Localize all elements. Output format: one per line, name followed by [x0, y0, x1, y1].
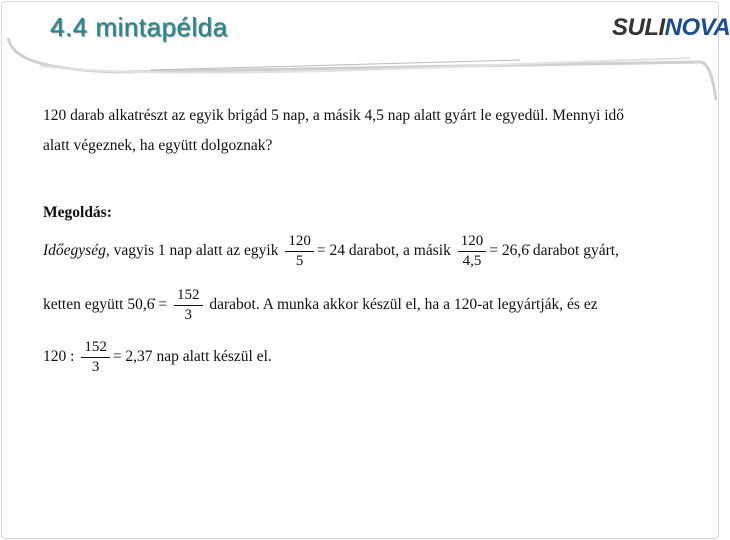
problem-line-2: alatt végeznek, ha együtt dolgoznak? — [43, 137, 273, 154]
text: ketten együtt — [43, 295, 124, 313]
text: darabot. A munka akkor készül el, ha a 120-at legyártják, és ez — [209, 295, 598, 313]
text: nap alatt készül el. — [156, 347, 272, 365]
text: darabot, a másik — [348, 241, 451, 259]
logo-part-nova: NOVA — [664, 14, 730, 41]
fraction — [458, 232, 487, 271]
fraction-numerator: 120 — [288, 233, 311, 249]
solution-line-2 — [43, 286, 598, 325]
fraction-denominator: 5 — [285, 251, 314, 271]
text: darabot gyárt, — [532, 241, 619, 259]
fraction — [285, 232, 314, 271]
solution-line-1 — [43, 232, 619, 271]
fraction-numerator: 120 — [460, 233, 484, 249]
equation-result: = 26,6̇ — [489, 241, 529, 259]
term-idoegyseg: Időegység — [43, 241, 106, 259]
sulinova-logo — [612, 14, 730, 42]
fraction — [174, 286, 203, 325]
fraction — [81, 338, 110, 377]
fraction-denominator: 4,5 — [458, 251, 487, 271]
solution-heading: Megoldás: — [43, 204, 112, 221]
equation-prefix: 120 : — [43, 347, 75, 365]
fraction-denominator: 3 — [81, 357, 110, 377]
equation-value: 50,6̇ = — [127, 295, 168, 313]
logo-part-suli: SULI — [612, 14, 665, 41]
problem-line-1: 120 darab alkatrészt az egyik brigád 5 nap, a másik 4,5 nap alatt gyárt le egyedül. Mennyi idő — [43, 107, 625, 124]
fraction-numerator: 152 — [84, 339, 107, 355]
text: , vagyis 1 nap alatt az egyik — [105, 241, 279, 259]
fraction-numerator: 152 — [177, 287, 200, 303]
fraction-denominator: 3 — [174, 305, 203, 325]
equation-result: = 24 — [316, 241, 345, 259]
equation-result: = 2,37 — [112, 347, 153, 365]
page-title: 4.4 mintapélda — [50, 12, 228, 42]
solution-line-3 — [43, 338, 272, 377]
